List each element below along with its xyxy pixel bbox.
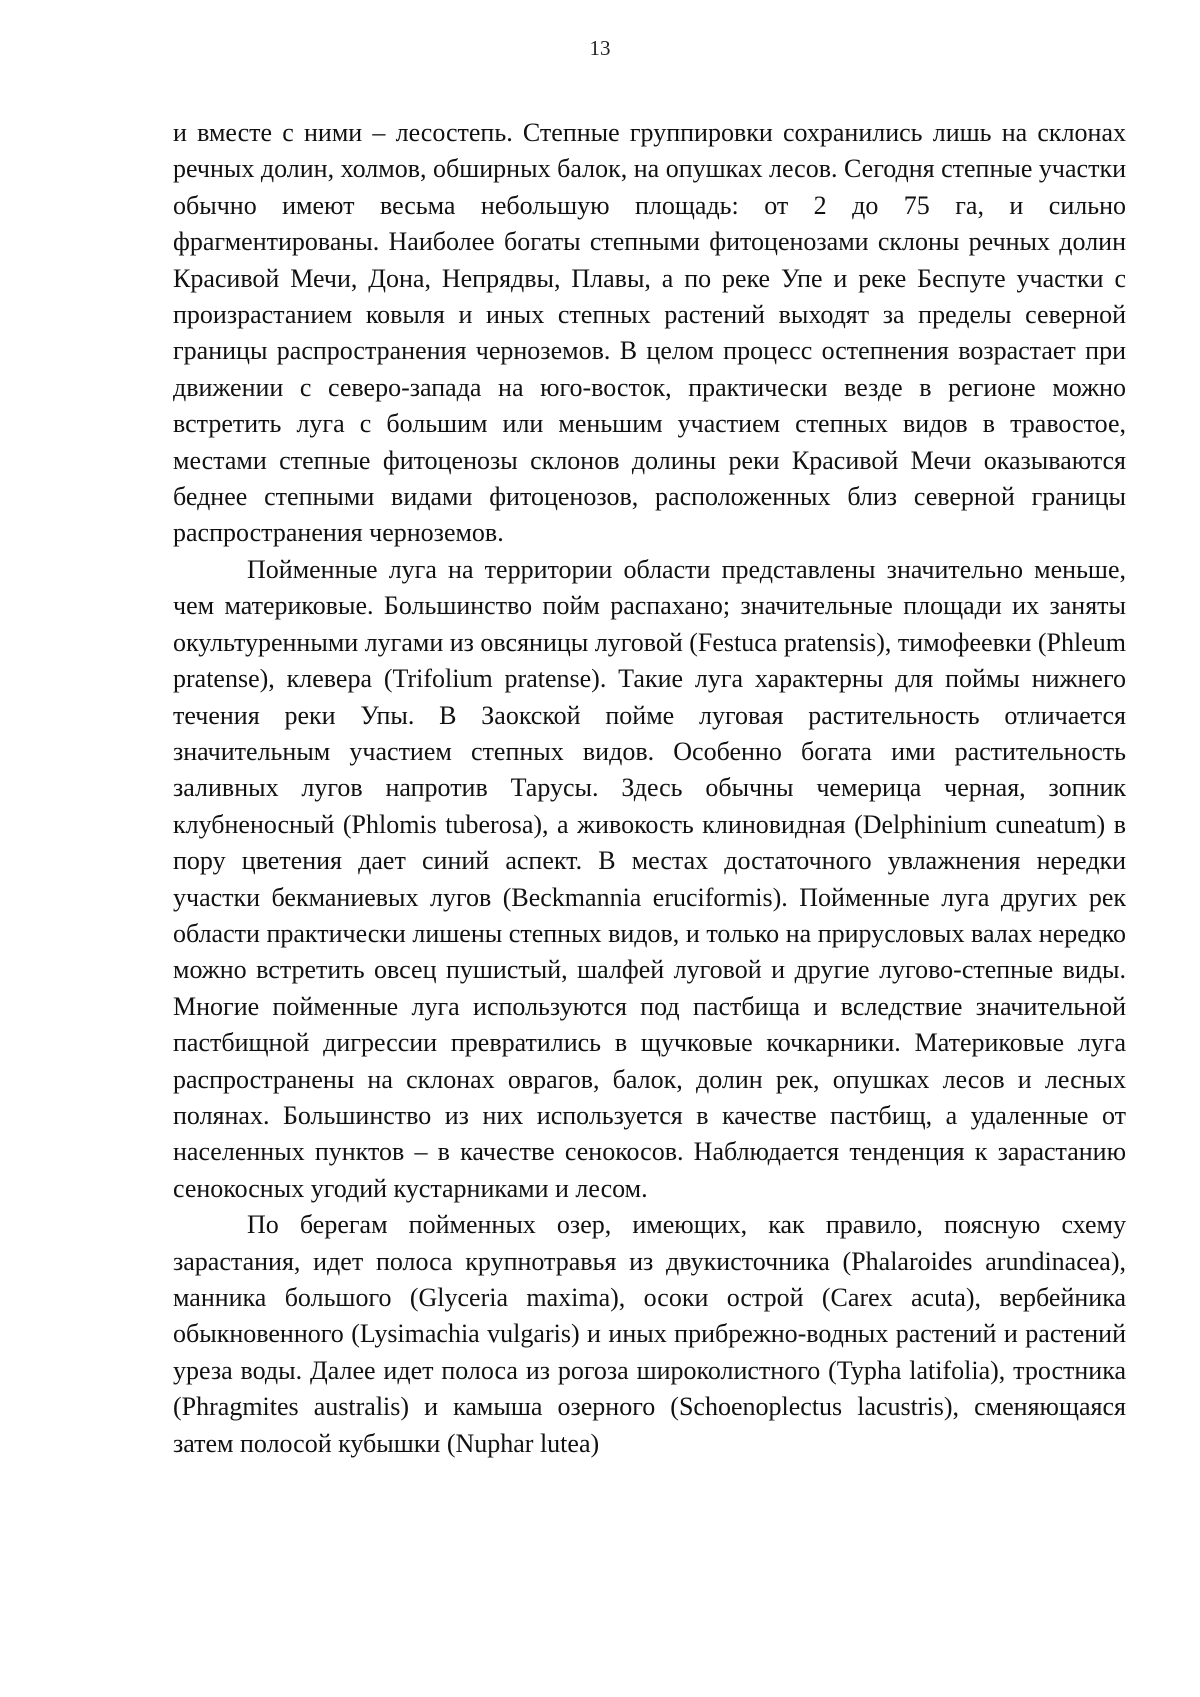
page-number: 13: [589, 36, 611, 60]
paragraph-floodplain-meadows: Пойменные луга на территории области представлены значительно меньше, чем материковые. Большинство пойм распахано; значительные площади их заняты окультуренными лугами из овсяницы луговой (Festuca pratensis), тимофеевки (Phleum pratense), клевера (Trifolium pratense). Такие луга характерны для поймы нижнего течения реки Упы. В Заокской пойме луговая растительность отличается значительным участием степных видов. Особенно богата ими растительность заливных лугов напротив Тарусы. Здесь обычны чемерица черная, зопник клубненосный (Phlomis tuberosa), а живокость клиновидная (Delphinium cuneatum) в пору цветения дает синий аспект. В местах достаточного увлажнения нередки участки бекманиевых лугов (Beckmannia eruciformis). Пойменные луга других рек области практически лишены степных видов, и только на прирусловых валах нередко можно встретить овсец пушистый, шалфей луговой и другие лугово-степные виды. Многие пойменные луга используются под пастбища и вследствие значительной пастбищной дигрессии превратились в щучковые кочкарники. Материковые луга распространены на склонах оврагов, балок, долин рек, опушках лесов и лесных полянах. Большинство из них используется в качестве пастбищ, а удаленные от населенных пунктов – в качестве сенокосов. Наблюдается тенденция к зарастанию сенокосных угодий кустарниками и лесом.: [173, 554, 1126, 1203]
paragraph-lake-shores: По берегам пойменных озер, имеющих, как правило, поясную схему зарастания, идет полоса крупнотравья из двукисточника (Phalaroides arundinacea), манника большого (Glyceria maxima), осоки острой (Carex acuta), вербейника обыкновенного (Lysimachia vulgaris) и иных прибрежно-водных растений и растений уреза воды. Далее идет полоса из рогоза широколистного (Typha latifolia), тростника (Phragmites australis) и камыша озерного (Schoenoplectus lacustris), сменяющаяся затем полосой кубышки (Nuphar lutea): [173, 1210, 1126, 1458]
paragraph-continuation: и вместе с ними – лесостепь. Степные группировки сохранились лишь на склонах речных долин, холмов, обширных балок, на опушках лесов. Сегодня степные участки обычно имеют весьма небольшую площадь: от 2 до 75 га, и сильно фрагментированы. Наиболее богаты степными фитоценозами склоны речных долин Красивой Мечи, Дона, Непрядвы, Плавы, а по реке Упе и реке Беспуте участки с произрастанием ковыля и иных степных растений выходят за пределы северной границы распространения черноземов. В целом процесс остепнения возрастает при движении с северо-запада на юго-восток, практически везде в регионе можно встретить луга с большим или меньшим участием степных видов в травостое, местами степные фитоценозы склонов долины реки Красивой Мечи оказываются беднее степными видами фитоценозов, расположенных близ северной границы распространения черноземов.: [173, 118, 1126, 548]
body-text: [173, 115, 1126, 1462]
